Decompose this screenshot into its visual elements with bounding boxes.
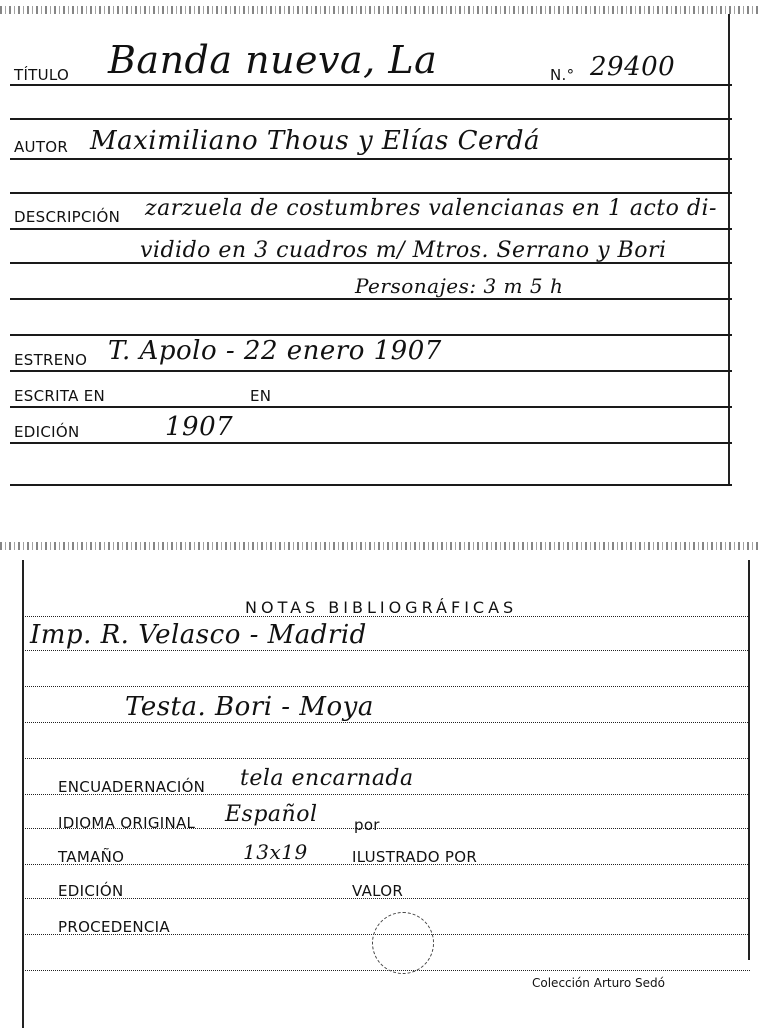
idioma-label: IDIOMA ORIGINAL (58, 814, 196, 832)
encuadernacion-value: tela encarnada (240, 766, 414, 791)
titulo-label: TÍTULO (14, 66, 70, 84)
en-label: EN (250, 387, 272, 405)
edicion-bottom-label: EDICIÓN (58, 882, 124, 900)
numero-value: 29400 (590, 52, 676, 82)
titulo-value: Banda nueva, La (108, 38, 438, 82)
catalog-card-top (0, 0, 759, 492)
card-torn-edge (0, 542, 759, 550)
idioma-value: Español (225, 802, 318, 827)
valor-label: VALOR (352, 882, 404, 900)
escrita-label: ESCRITA EN (14, 387, 106, 405)
stamp-mark (372, 912, 434, 974)
card-torn-edge (0, 6, 759, 14)
procedencia-label: PROCEDENCIA (58, 918, 170, 936)
descripcion-label: DESCRIPCIÓN (14, 208, 121, 226)
notas-bibliograficas-title: NOTAS BIBLIOGRÁFICAS (245, 598, 518, 617)
autor-label: AUTOR (14, 138, 69, 156)
notas-line1: Imp. R. Velasco - Madrid (30, 620, 367, 650)
tamano-value: 13x19 (243, 840, 308, 864)
ilustrado-label: ILUSTRADO POR (352, 848, 478, 866)
notas-line2: Testa. Bori - Moya (125, 692, 374, 722)
coleccion-footer: Colección Arturo Sedó (532, 976, 665, 990)
estreno-value: T. Apolo - 22 enero 1907 (108, 336, 442, 366)
descripcion-line2: vidido en 3 cuadros m/ Mtros. Serrano y Bori (140, 238, 667, 263)
encuadernacion-label: ENCUADERNACIÓN (58, 778, 206, 796)
autor-value: Maximiliano Thous y Elías Cerdá (90, 126, 540, 156)
card-right-border (748, 560, 750, 960)
por-label: por (354, 816, 380, 834)
edicion-label: EDICIÓN (14, 423, 80, 441)
numero-label: N.° (550, 66, 575, 84)
descripcion-line3: Personajes: 3 m 5 h (355, 274, 564, 298)
edicion-value: 1907 (165, 412, 234, 442)
descripcion-line1: zarzuela de costumbres valencianas en 1 acto di- (145, 196, 717, 221)
tamano-label: TAMAÑO (58, 848, 125, 866)
estreno-label: ESTRENO (14, 351, 88, 369)
